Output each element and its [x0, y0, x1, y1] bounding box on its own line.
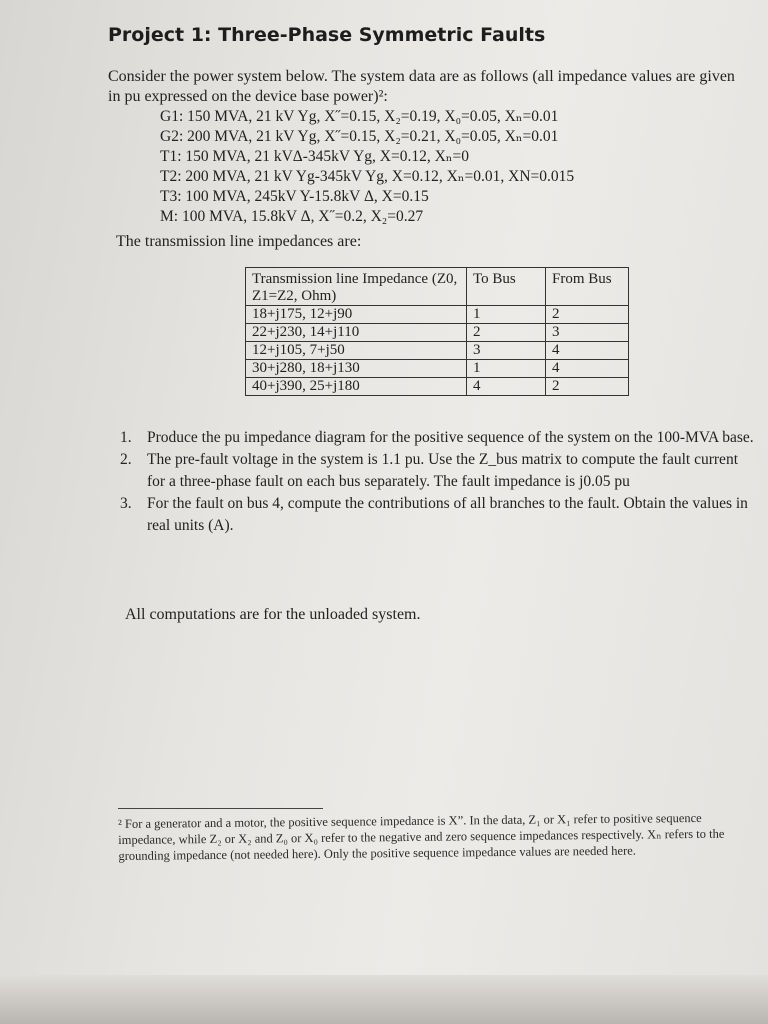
cell-from-bus: 2: [546, 306, 629, 324]
cell-impedance: 18+j175, 12+j90: [246, 306, 467, 324]
table-row: [246, 324, 629, 342]
line-table-intro: The transmission line impedances are:: [116, 233, 362, 250]
table-header-row: [246, 268, 629, 306]
cell-from-bus: 3: [546, 324, 629, 342]
table-row: [246, 360, 629, 378]
equipment-specs: [160, 107, 574, 227]
cell-to-bus: 3: [467, 342, 546, 360]
desk-shadow: [0, 975, 768, 1024]
task-text: Produce the pu impedance diagram for the positive sequence of the system on the 100-MVA base.: [147, 429, 754, 446]
spec-g1: G1: 150 MVA, 21 kV Yg, X˝=0.15, X₂=0.19, X₀=0.05, Xₙ=0.01: [160, 108, 559, 125]
task-list: [120, 427, 755, 537]
spec-t2: T2: 200 MVA, 21 kV Yg-345kV Yg, X=0.12, Xₙ=0.01, XN=0.015: [160, 168, 575, 185]
cell-to-bus: 2: [467, 324, 546, 342]
table-row: [246, 378, 629, 396]
cell-to-bus: 1: [467, 306, 546, 324]
footnote: ² For a generator and a motor, the positive sequence impedance is X”. In the data, Z₁ or X₁ refer to positive sequence impedance, while Z₂ or X₂ and Z₀ or X₀ refer to the negative and zero sequence impedances respectively. Xₙ refers to the grounding impedance (not needed here). Only the positive sequence impedance values are needed here.: [118, 810, 725, 863]
cell-impedance: 22+j230, 14+j110: [246, 324, 467, 342]
task-number: 1.: [120, 429, 132, 446]
spec-t1: T1: 150 MVA, 21 kVΔ-345kV Yg, X=0.12, Xₙ=0: [160, 148, 470, 165]
task-item: [120, 449, 755, 493]
task-number: 3.: [120, 495, 132, 512]
cell-impedance: 40+j390, 25+j180: [246, 378, 467, 396]
cell-from-bus: 4: [546, 342, 629, 360]
cell-to-bus: 1: [467, 360, 546, 378]
unloaded-note: All computations are for the unloaded system.: [125, 606, 421, 623]
task-item: [120, 427, 755, 449]
table-row: [246, 342, 629, 360]
spec-g2: G2: 200 MVA, 21 kV Yg, X˝=0.15, X₂=0.21, X₀=0.05, Xₙ=0.01: [160, 128, 559, 145]
cell-impedance: 12+j105, 7+j50: [246, 342, 467, 360]
task-text: The pre-fault voltage in the system is 1.1 pu. Use the Z_bus matrix to compute the fault current for a three-phase fault on each bus separately. The fault impedance is j0.05 pu: [147, 451, 738, 490]
spec-m: M: 100 MVA, 15.8kV Δ, X˝=0.2, X₂=0.27: [160, 208, 424, 225]
task-item: [120, 493, 755, 537]
intro-paragraph: Consider the power system below. The system data are as follows (all impedance values are given in pu expressed on the device base power)²:: [108, 68, 735, 105]
spec-t3: T3: 100 MVA, 245kV Y-15.8kV Δ, X=0.15: [160, 188, 429, 205]
task-text: For the fault on bus 4, compute the contributions of all branches to the fault. Obtain the values in real units (A).: [147, 495, 748, 534]
table-row: [246, 306, 629, 324]
cell-from-bus: 4: [546, 360, 629, 378]
page-title: Project 1: Three-Phase Symmetric Faults: [108, 24, 546, 46]
header-from-bus: From Bus: [546, 268, 629, 306]
cell-to-bus: 4: [467, 378, 546, 396]
cell-impedance: 30+j280, 18+j130: [246, 360, 467, 378]
cell-from-bus: 2: [546, 378, 629, 396]
task-number: 2.: [120, 451, 132, 468]
transmission-line-table: [245, 267, 629, 396]
header-to-bus: To Bus: [467, 268, 546, 306]
footnote-divider: [118, 808, 323, 809]
header-impedance: Transmission line Impedance (Z0, Z1=Z2, Ohm): [246, 268, 467, 306]
